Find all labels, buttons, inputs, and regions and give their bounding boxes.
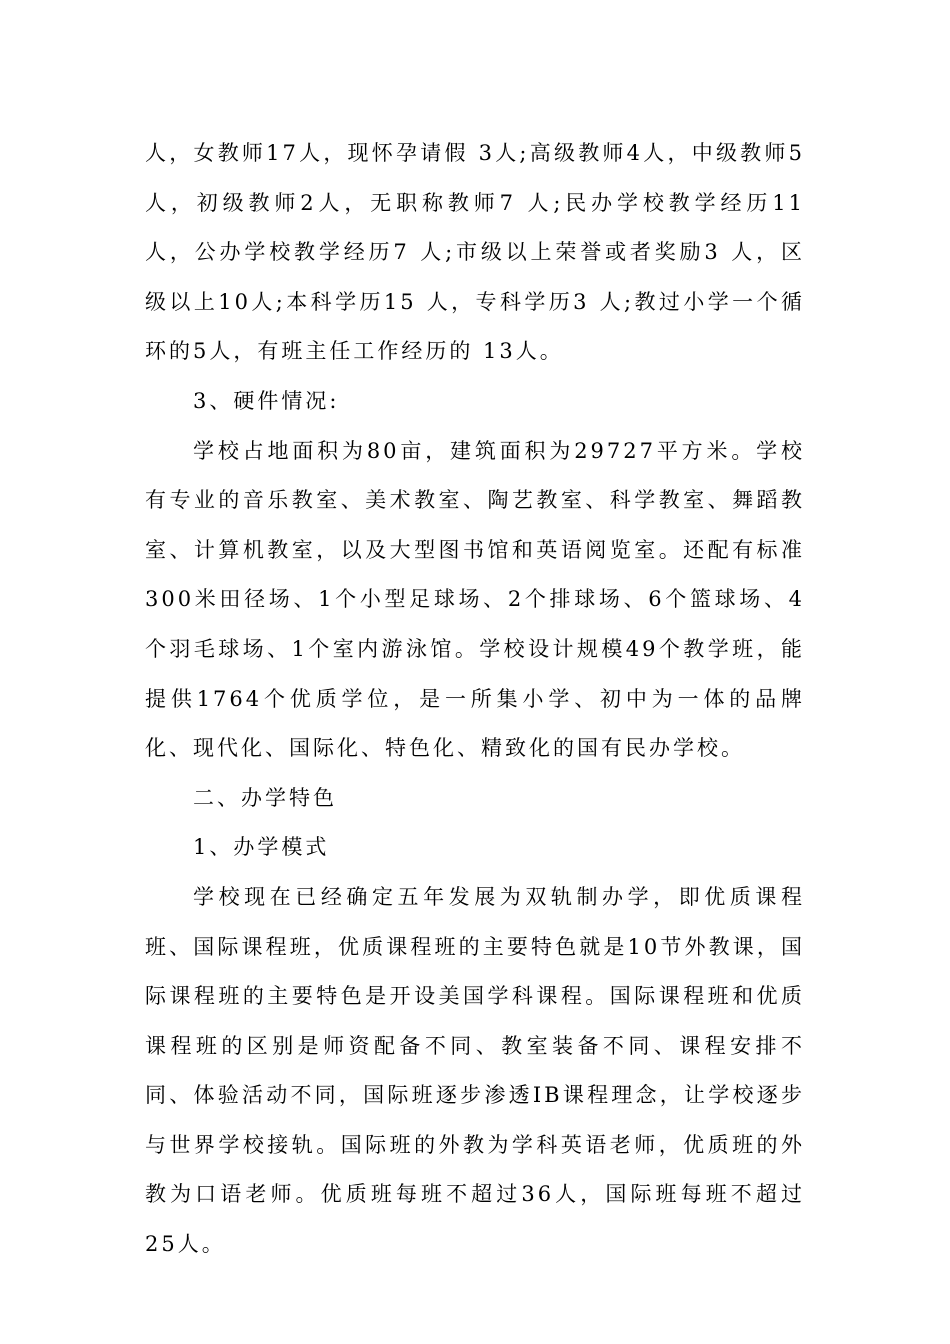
heading-school-mode: 1、办学模式 (193, 835, 330, 860)
paragraph-teacher-stats: 人，女教师17人，现怀孕请假 3人;高级教师4人，中级教师5人，初级教师2人，无职称教师7 人;民办学校教学经历11人，公办学校教学经历7 人;市级以上荣誉或者奖励3 人，区级以上10人;本科学历15 人，专科学历3 人;教过小学一个循环的5人，有班主任工作经历的 13人。 (145, 141, 805, 364)
paragraph-school-mode: 学校现在已经确定五年发展为双轨制办学，即优质课程班、国际课程班，优质课程班的主要特色就是10节外教课，国际课程班的主要特色是开设美国学科课程。国际课程班和优质课程班的区别是师资配备不同、教室装备不同、课程安排不同、体验活动不同，国际班逐步渗透IB课程理念，让学校逐步与世界学校接轨。国际班的外教为学科英语老师，优质班的外教为口语老师。优质班每班不超过36人，国际班每班不超过25人。 (145, 884, 805, 1257)
document-body (145, 129, 805, 1270)
paragraph-hardware: 学校占地面积为80亩，建筑面积为29727平方米。学校有专业的音乐教室、美术教室、陶艺教室、科学教室、舞蹈教室、计算机教室，以及大型图书馆和英语阅览室。还配有标准300米田径场、1个小型足球场、2个排球场、6个篮球场、4个羽毛球场、1个室内游泳馆。学校设计规模49个教学班，能提供1764个优质学位，是一所集小学、初中为一体的品牌化、现代化、国际化、特色化、精致化的国有民办学校。 (145, 438, 805, 761)
heading-hardware: 3、硬件情况: (193, 388, 340, 413)
heading-section-two: 二、办学特色 (193, 785, 337, 810)
